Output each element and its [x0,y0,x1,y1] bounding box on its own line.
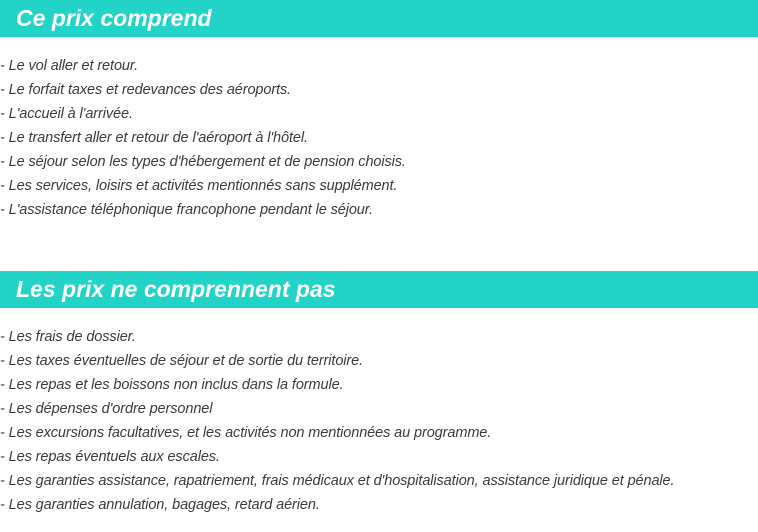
list-item: - Le vol aller et retour. [0,58,138,74]
list-item: - Le forfait taxes et redevances des aéroports. [0,82,292,98]
list-item: - Les garanties assistance, rapatriement, frais médicaux et d'hospitalisation, assistance juridique et pénale. [0,473,675,489]
list-item: - L'accueil à l'arrivée. [0,106,133,122]
list-item: - L'assistance téléphonique francophone pendant le séjour. [0,202,373,218]
list-item: - Les dépenses d'ordre personnel [0,401,213,417]
list-item: - Les garanties annulation, bagages, retard aérien. [0,497,320,513]
list-item: - Les services, loisirs et activités mentionnés sans supplément. [0,178,398,194]
list-item: - Les taxes éventuelles de séjour et de sortie du territoire. [0,353,364,369]
excluded-section-title: Les prix ne comprennent pas [0,271,758,308]
list-item: - Les repas et les boissons non inclus dans la formule. [0,377,344,393]
list-item: - Les repas éventuels aux escales. [0,449,220,465]
excluded-items-list [0,325,674,517]
list-item: - Les excursions facultatives, et les activités non mentionnées au programme. [0,425,492,441]
list-item: - Le transfert aller et retour de l'aéroport à l'hôtel. [0,130,308,146]
included-section-title: Ce prix comprend [0,0,758,37]
included-items-list [0,54,406,222]
list-item: - Les frais de dossier. [0,329,136,345]
list-item: - Le séjour selon les types d'hébergement et de pension choisis. [0,154,406,170]
